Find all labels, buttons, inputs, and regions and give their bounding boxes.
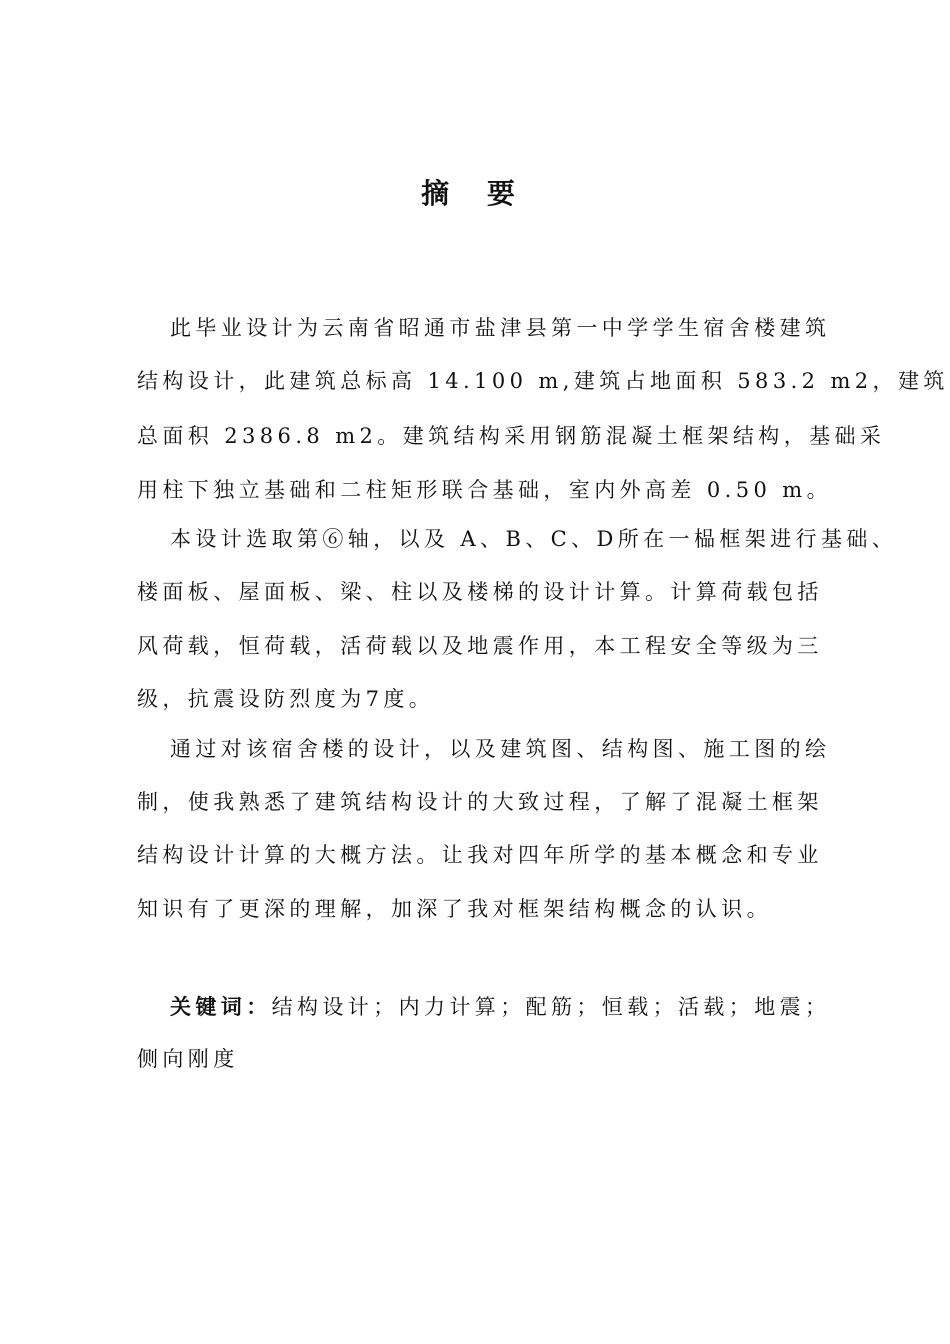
paragraph-3-line-1: 通过对该宿舍楼的设计，以及建筑图、结构图、施工图的绘 [170,737,831,761]
paragraph-3-line-4: 知识有了更深的理解，加深了我对框架结构概念的认识。 [137,897,772,921]
paragraph-1-line-4: 用柱下独立基础和二柱矩形联合基础，室内外高差 0.50 m。 [137,478,833,502]
paragraph-1-line-1: 此毕业设计为云南省昭通市盐津县第一中学学生宿舍楼建筑 [170,316,831,340]
paragraph-1-line-3: 总面积 2386.8 m2。建筑结构采用钢筋混凝土框架结构，基础采 [137,424,886,448]
paragraph-2-line-2: 楼面板、屋面板、梁、柱以及楼梯的设计计算。计算荷载包括 [137,580,823,604]
paragraph-2-line-3: 风荷载，恒荷载，活荷载以及地震作用，本工程安全等级为三 [137,634,823,658]
paragraph-1-line-2: 结构设计，此建筑总标高 14.100 m,建筑占地面积 583.2 m2，建筑 [137,369,949,393]
keywords-list: 结构设计；内力计算；配筋；恒载；活载；地震； [271,995,831,1019]
keywords-label: 关键词： [170,995,272,1019]
abstract-heading: 摘 要 [421,177,529,210]
keywords-line-2: 侧向刚度 [137,1047,239,1071]
paragraph-2-line-1: 本设计选取第⑥轴，以及 A、B、C、D所在一榀框架进行基础、 [170,527,898,551]
paragraph-2-line-4: 级，抗震设防烈度为7度。 [137,687,435,711]
keywords-line-1 [170,992,830,1022]
paragraph-3-line-2: 制，使我熟悉了建筑结构设计的大致过程，了解了混凝土框架 [137,790,823,814]
paragraph-3-line-3: 结构设计计算的大概方法。让我对四年所学的基本概念和专业 [137,843,823,867]
